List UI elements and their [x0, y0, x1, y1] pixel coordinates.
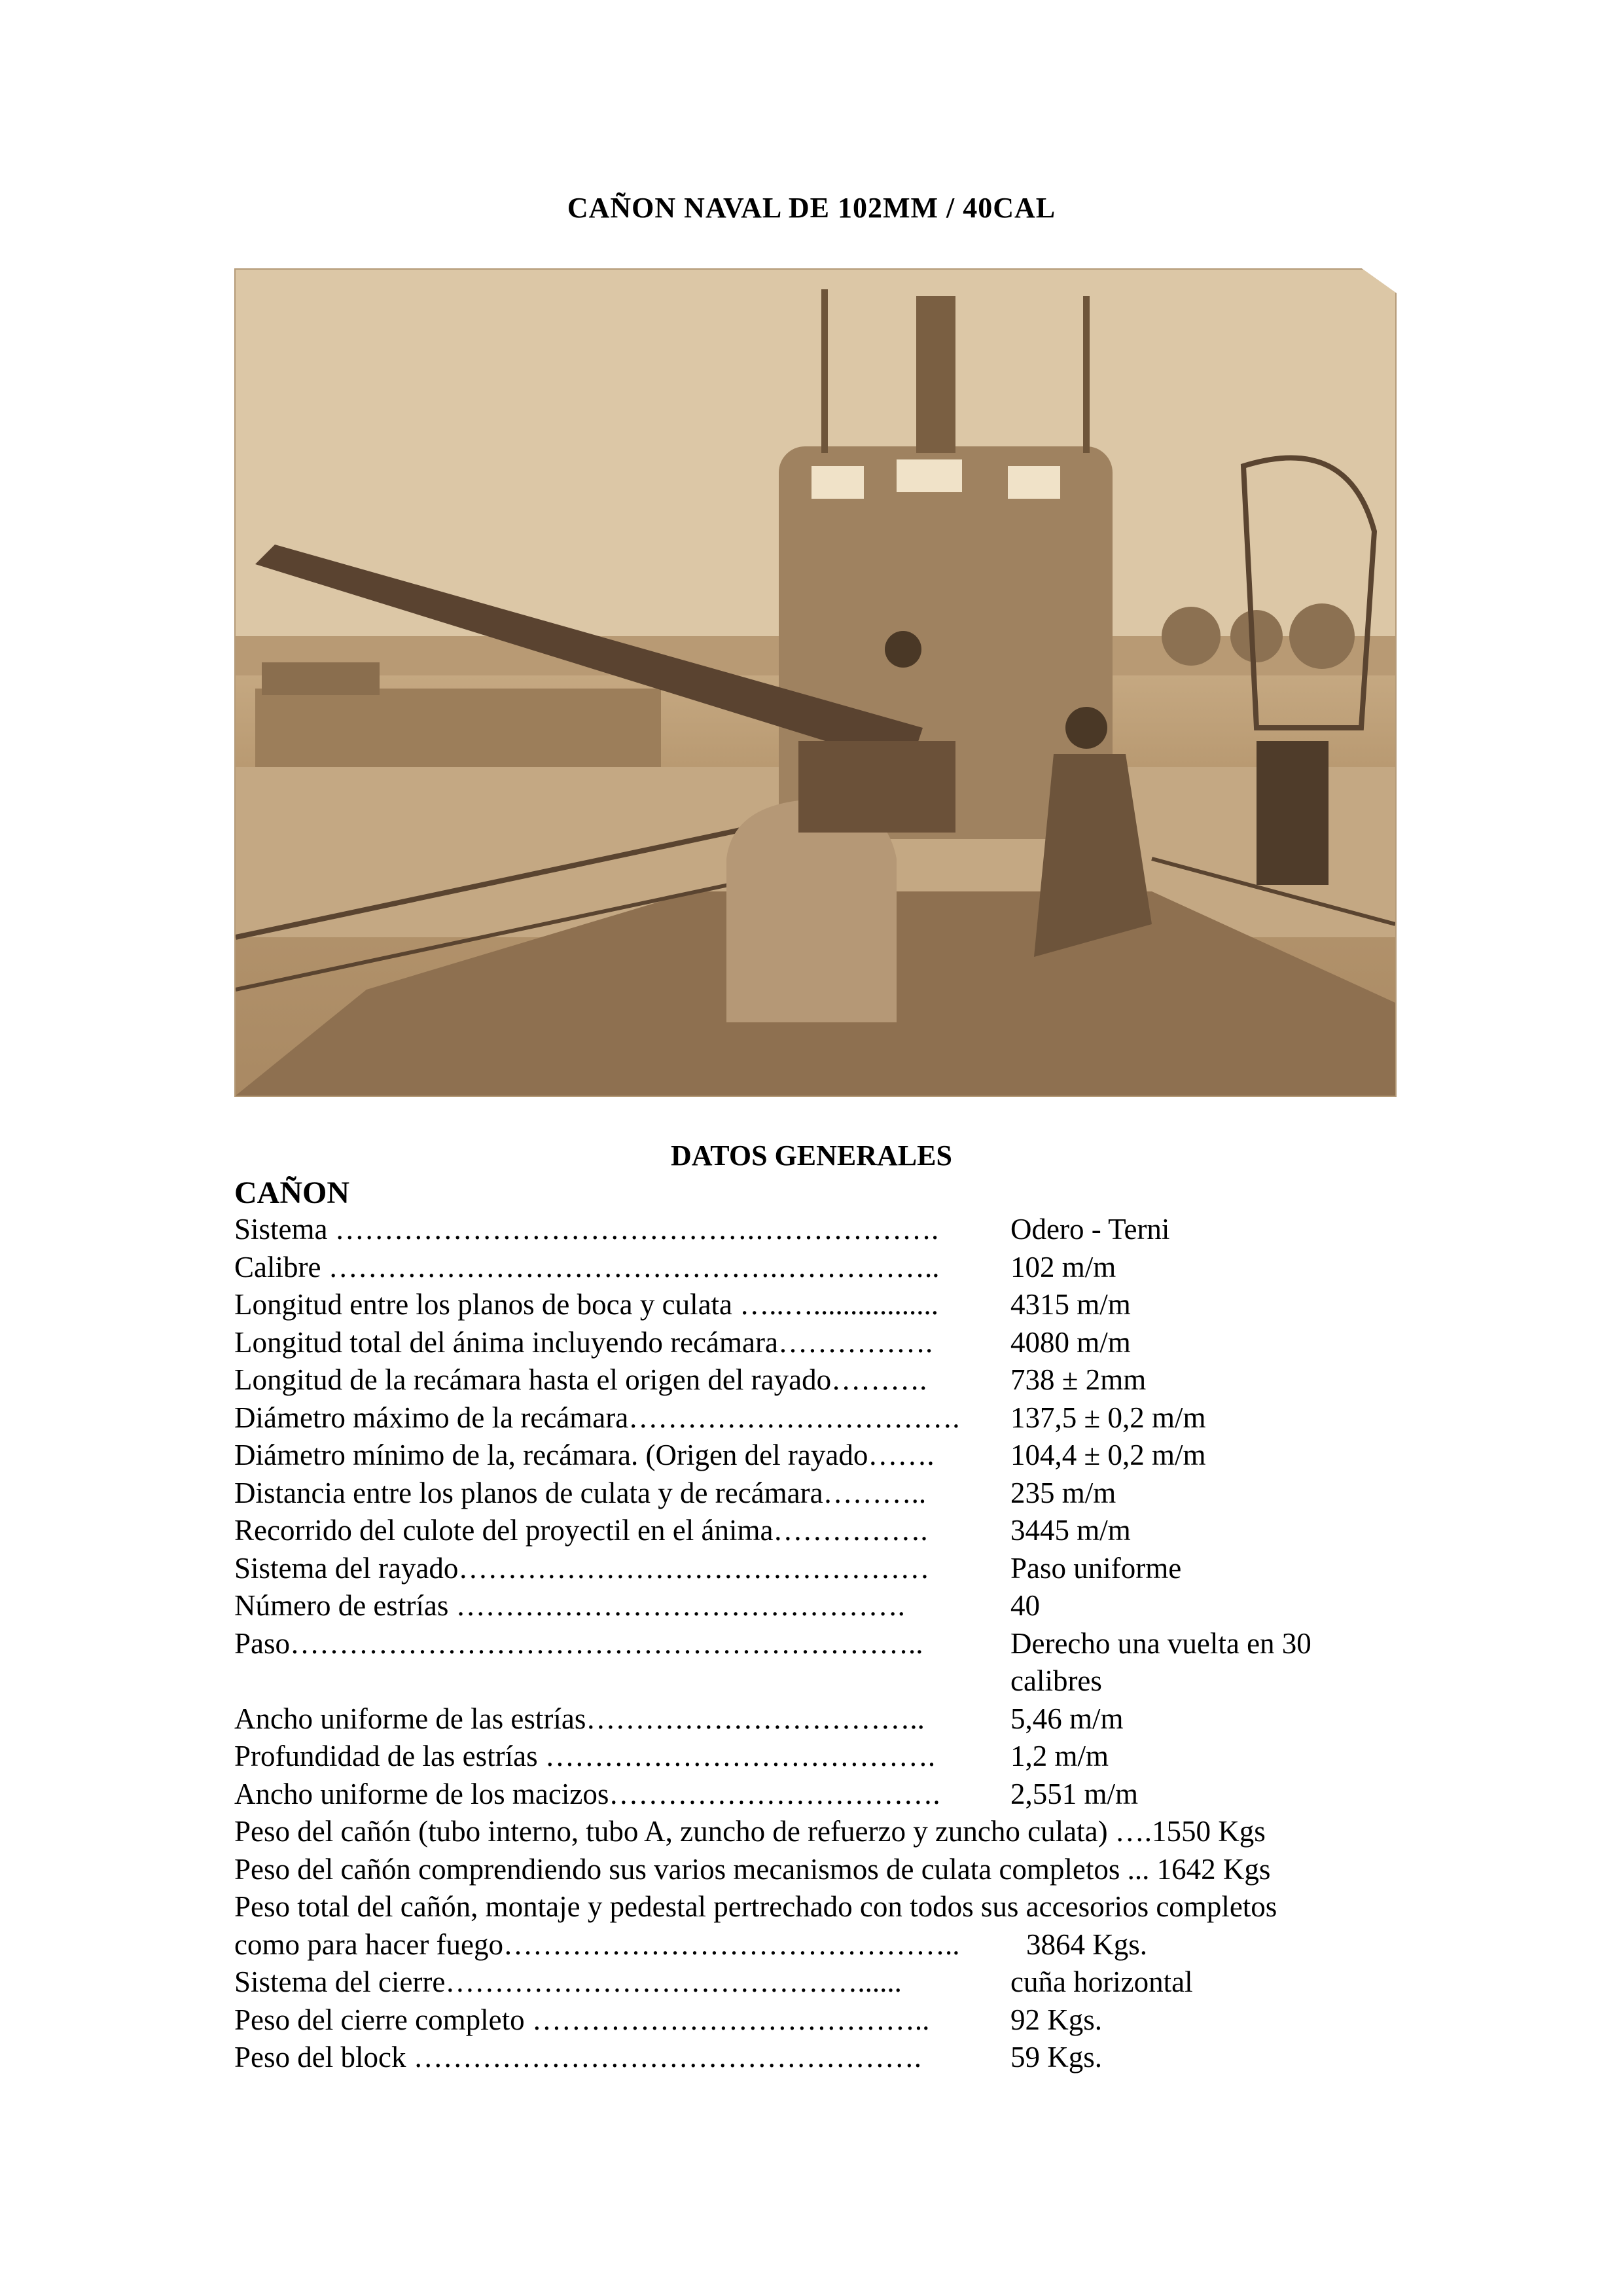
spec-value: 104,4 ± 0,2 m/m	[1010, 1439, 1206, 1471]
spec-value: 3864 Kgs.	[1026, 1928, 1148, 1961]
spec-row	[234, 1512, 1412, 1550]
spec-row	[234, 1625, 1412, 1700]
spec-row	[234, 1211, 1412, 1249]
subsection-title: CAÑON	[234, 1175, 349, 1210]
spec-value: Odero - Terni	[1010, 1213, 1170, 1246]
spec-value: cuña horizontal	[1010, 1965, 1193, 1998]
spec-value: 235 m/m	[1010, 1476, 1116, 1509]
spec-label: Longitud total del ánima incluyendo recámara…………….	[234, 1325, 933, 1359]
spec-label: Longitud de la recámara hasta el origen del rayado……….	[234, 1363, 927, 1396]
spec-row	[234, 1286, 1412, 1324]
spec-value: 3445 m/m	[1010, 1514, 1131, 1547]
page-title: CAÑON NAVAL DE 102MM / 40CAL	[567, 192, 1056, 224]
spec-row	[234, 1399, 1412, 1437]
spec-label: Profundidad de las estrías ………………………………….	[234, 1740, 936, 1772]
spec-row	[234, 1249, 1412, 1287]
spec-value: 92 Kgs.	[1010, 2003, 1103, 2036]
spec-label: Ancho uniforme de las estrías……………………………..	[234, 1702, 925, 1735]
spec-value: 137,5 ± 0,2 m/m	[1010, 1401, 1206, 1434]
spec-row	[234, 1926, 1412, 1964]
spec-label: Calibre ……………………………………….……………..	[234, 1250, 940, 1283]
spec-label: como para hacer fuego………………………………………..	[234, 1928, 960, 1961]
spec-row	[234, 1324, 1412, 1362]
spec-value: 738 ± 2mm	[1010, 1363, 1147, 1396]
spec-label: Distancia entre los planos de culata y de recámara………..	[234, 1476, 927, 1509]
spec-row	[234, 1437, 1412, 1475]
spec-label: Número de estrías ……………………………………….	[234, 1589, 905, 1622]
spec-label: Longitud entre los planos de boca y culata …..….................	[234, 1288, 939, 1321]
spec-line: Peso del cañón comprendiendo sus varios mecanismos de culata completos ... 1642 Kgs	[234, 1852, 1271, 1886]
section-title: DATOS GENERALES	[671, 1139, 952, 1172]
spec-list	[234, 1211, 1412, 2077]
spec-label: Diámetro máximo de la recámara…………………………….	[234, 1401, 960, 1434]
spec-label: Sistema del rayado…………………………………………	[234, 1551, 930, 1585]
spec-row	[234, 1964, 1412, 2001]
spec-value: 59 Kgs.	[1010, 2041, 1103, 2073]
spec-line: Peso total del cañón, montaje y pedestal pertrechado con todos sus accesorios completos	[234, 1890, 1277, 1923]
spec-row	[234, 1776, 1412, 1814]
spec-value: 40	[1010, 1589, 1040, 1622]
spec-value: 1,2 m/m	[1010, 1740, 1109, 1772]
spec-row	[234, 1550, 1412, 1588]
spec-label: Diámetro mínimo de la, recámara. (Origen del rayado…….	[234, 1439, 935, 1471]
spec-label: Recorrido del culote del proyectil en el ánima…………….	[234, 1514, 928, 1547]
spec-label: Peso del cierre completo …………………………………..	[234, 2003, 930, 2036]
spec-row	[234, 1700, 1412, 1738]
spec-row	[234, 1587, 1412, 1625]
photo-illustration	[236, 270, 1395, 1096]
spec-row	[234, 2039, 1412, 2077]
spec-value: 5,46 m/m	[1010, 1702, 1124, 1735]
spec-value: Paso uniforme	[1010, 1551, 1182, 1585]
spec-value: 4315 m/m	[1010, 1288, 1131, 1321]
naval-gun-photograph	[234, 268, 1397, 1097]
spec-label: Sistema …………………………………….……………….	[234, 1213, 939, 1246]
spec-value: 102 m/m	[1010, 1250, 1116, 1283]
spec-value-continued: calibres	[1010, 1664, 1102, 1697]
spec-row	[234, 1475, 1412, 1513]
spec-value: 4080 m/m	[1010, 1325, 1131, 1359]
spec-value: Derecho una vuelta en 30	[1010, 1626, 1311, 1660]
spec-row	[234, 2001, 1412, 2039]
spec-row	[234, 1738, 1412, 1776]
spec-value: 2,551 m/m	[1010, 1777, 1139, 1810]
spec-label: Sistema del cierre……………………………………......	[234, 1965, 902, 1998]
spec-label: Ancho uniforme de los macizos…………………………….	[234, 1777, 940, 1810]
spec-line: Peso del cañón (tubo interno, tubo A, zuncho de refuerzo y zuncho culata) ….1550 Kgs	[234, 1815, 1266, 1848]
spec-label: Paso………………………………………………………..	[234, 1626, 923, 1660]
spec-label: Peso del block …………………………………………….	[234, 2041, 921, 2073]
spec-row	[234, 1361, 1412, 1399]
